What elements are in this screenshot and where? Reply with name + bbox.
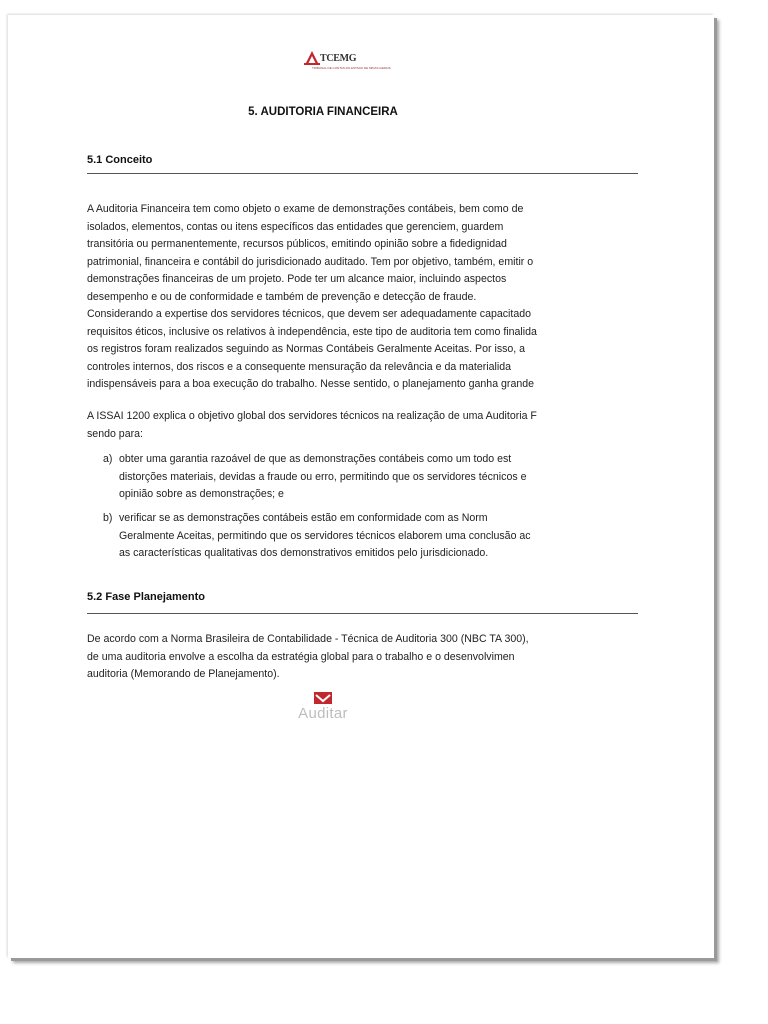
- tce-logo-subtext: TRIBUNAL DE CONTAS DO ESTADO DE MINAS GERAIS: [312, 66, 391, 70]
- text-line: os registros foram realizados seguindo as Normas Contábeis Geralmente Aceitas. Por isso, a: [87, 343, 526, 355]
- auditar-logo: [288, 691, 358, 727]
- list-item-text: [119, 510, 531, 563]
- text-line: desempenho e ou de conformidade e também de prevenção e detecção de fraude.: [87, 290, 477, 303]
- auditar-logo-text: Auditar: [298, 705, 348, 722]
- document-page: [8, 15, 714, 958]
- tce-logo: [304, 49, 391, 71]
- text-line: distorções materiais, devidas a fraude ou erro, permitindo que os servidores técnicos e: [119, 470, 527, 483]
- text-line: transitória ou permanentemente, recursos públicos, emitindo opinião sobre a fidedignidad: [87, 238, 507, 250]
- text-line: auditoria (Memorando de Planejamento).: [87, 668, 280, 680]
- text-line: sendo para:: [87, 427, 143, 440]
- section-divider: [87, 613, 638, 614]
- text-line: opinião sobre as demonstrações; e: [119, 488, 284, 500]
- text-line: controles internos, dos riscos e a consequente mensuração da relevância e da materialida: [87, 360, 511, 373]
- text-line: obter uma garantia razoável de que as demonstrações contábeis como um todo est: [119, 453, 512, 465]
- text-line: Considerando a expertise dos servidores técnicos, que devem ser adequadamente capacitado: [87, 308, 532, 320]
- text-line: demonstrações financeiras de um projeto. Pode ter um alcance maior, incluindo aspectos: [87, 273, 507, 285]
- text-line: Geralmente Aceitas, permitindo que os servidores técnicos elaborem uma conclusão ac: [119, 529, 531, 542]
- section-heading-planejamento: 5.2 Fase Planejamento: [87, 591, 205, 603]
- envelope-check-icon: [313, 691, 333, 705]
- list-item-text: [119, 451, 526, 504]
- text-line: A Auditoria Financeira tem como objeto o exame de demonstrações contábeis, bem como de: [87, 203, 524, 215]
- section-heading-conceito: 5.1 Conceito: [87, 154, 153, 166]
- tce-triangle-icon: [304, 50, 320, 66]
- document-title: 5. AUDITORIA FINANCEIRA: [248, 106, 398, 118]
- section-divider: [87, 173, 638, 174]
- text-line: de uma auditoria envolve a escolha da estratégia global para o trabalho e o desenvolvimen: [87, 650, 515, 663]
- text-line: patrimonial, financeira e contábil do jurisdicionado auditado. Tem por objetivo, também, emitir o: [87, 255, 534, 268]
- text-line: requisitos éticos, inclusive os relativos à independência, este tipo de auditoria tem como finalida: [87, 325, 537, 338]
- text-line: verificar se as demonstrações contábeis estão em conformidade com as Norm: [119, 512, 488, 524]
- list-item-a: [103, 451, 563, 504]
- text-line: isolados, elementos, contas ou itens específicos das entidades que gerenciem, guardem: [87, 220, 504, 233]
- paragraph-issai: [87, 408, 562, 443]
- paragraph-conceito: [87, 201, 562, 394]
- text-line: De acordo com a Norma Brasileira de Contabilidade - Técnica de Auditoria 300 (NBC TA 300),: [87, 633, 529, 645]
- text-line: indispensáveis para a boa execução do trabalho. Nesse sentido, o planejamento ganha grande: [87, 378, 535, 390]
- list-item-b: [103, 510, 563, 563]
- paragraph-planejamento: [87, 631, 562, 684]
- list-marker: a): [103, 453, 113, 465]
- tce-logo-text: TCEMG: [320, 53, 357, 64]
- text-line: A ISSAI 1200 explica o objetivo global dos servidores técnicos na realização de uma Auditoria F: [87, 410, 537, 422]
- list-marker: b): [103, 512, 113, 524]
- text-line: as características qualitativas dos demonstrativos emitidos pelo jurisdicionado.: [119, 547, 489, 559]
